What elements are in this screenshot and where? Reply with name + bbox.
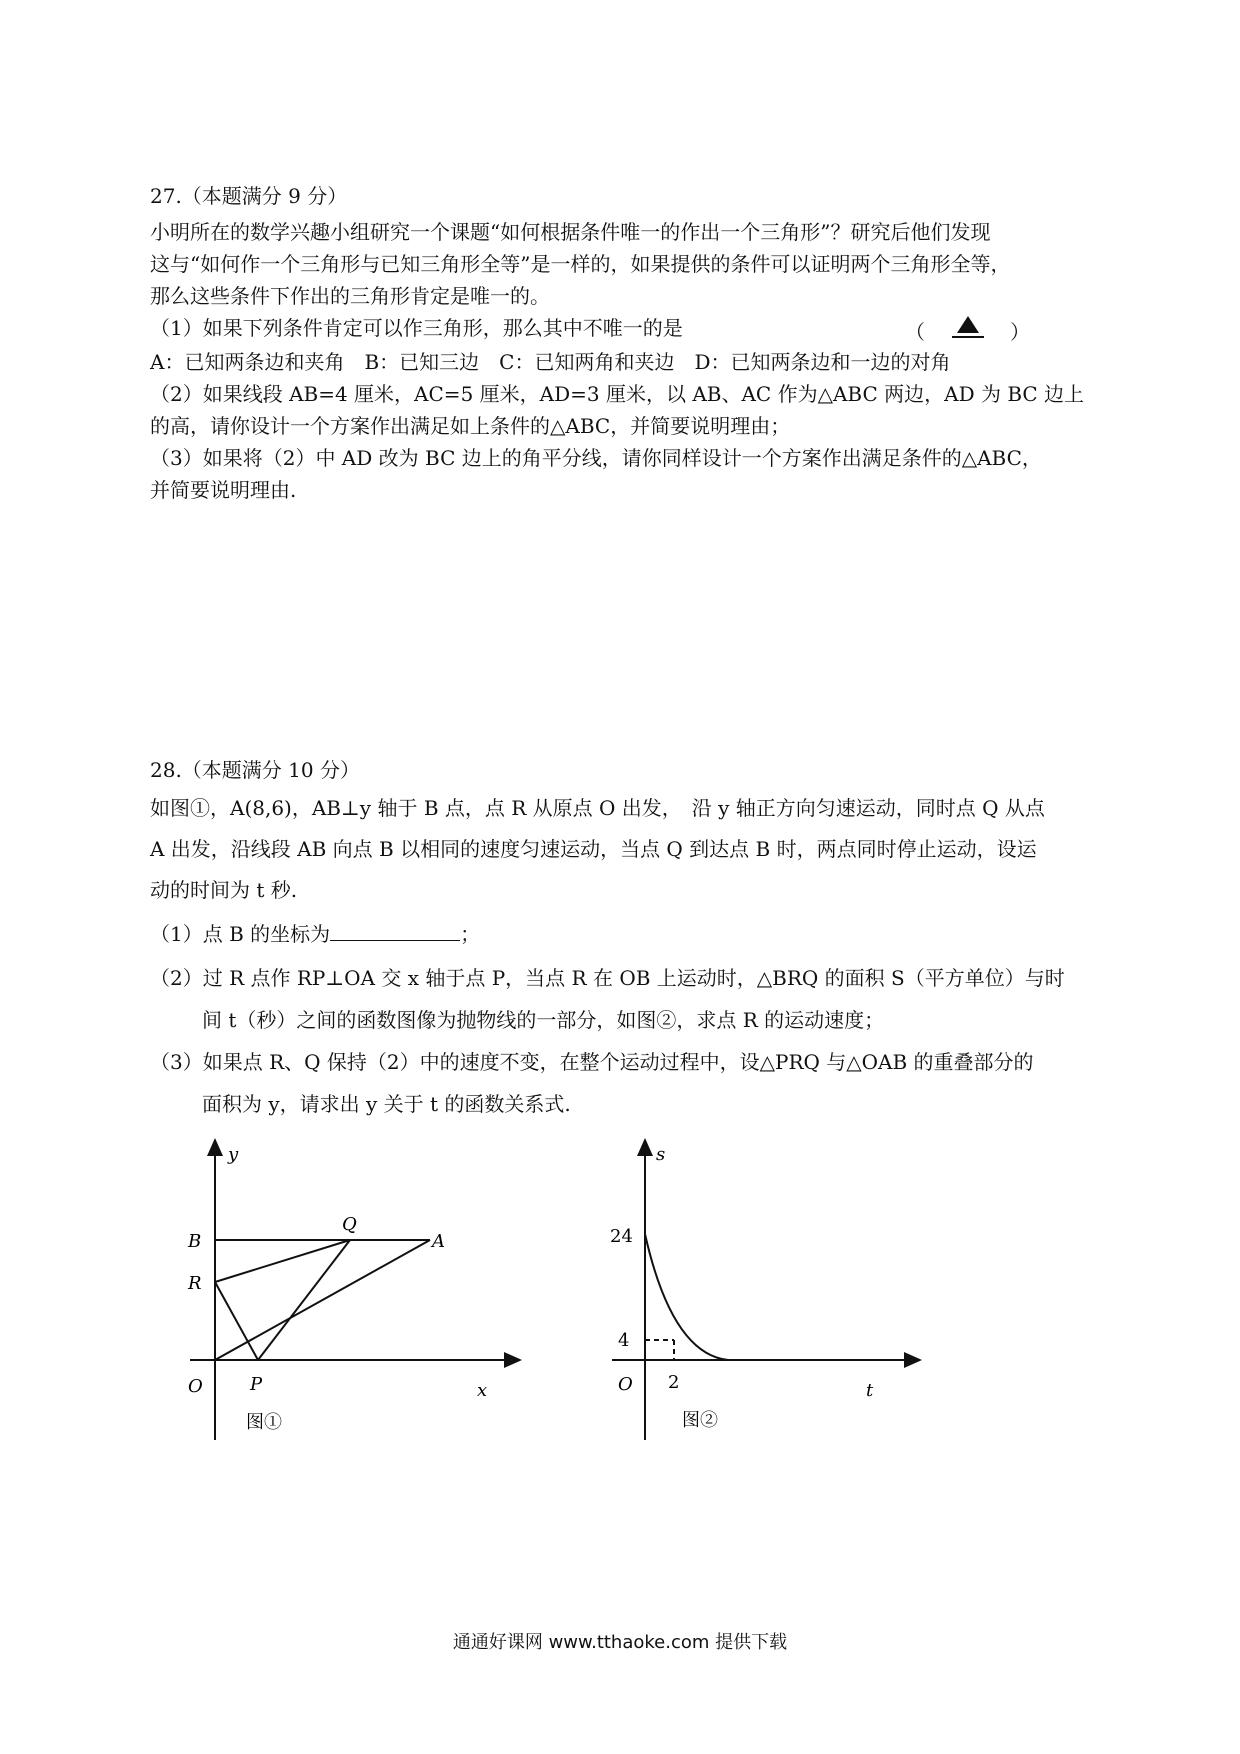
q27-part3-line1: （3）如果将（2）中 AD 改为 BC 边上的角平分线，请你同样设计一个方案作出满足条件的△ABC， — [150, 446, 1042, 470]
q28-part3-line2: 面积为 y，请求出 y 关于 t 的函数关系式. — [202, 1092, 571, 1116]
q27-intro-line3: 那么这些条件下作出的三角形肯定是唯一的。 — [150, 284, 550, 308]
fig1-caption: 图① — [246, 1412, 282, 1433]
fig2-parabola-curve — [645, 1234, 728, 1360]
q28-intro-line2: A 出发，沿线段 AB 向点 B 以相同的速度匀速运动，当点 Q 到达点 B 时，两点同时停止运动，设运 — [150, 837, 1037, 861]
fig2-caption: 图② — [682, 1410, 718, 1431]
fig1-label-Q: Q — [342, 1214, 357, 1235]
fig1-label-A: A — [432, 1231, 445, 1252]
q27-answer-paren-close: ） — [1010, 320, 1030, 344]
fig1-label-x: x — [477, 1380, 488, 1401]
q27-intro-line2: 这与“如何作一个三角形与已知三角形全等”是一样的，如果提供的条件可以证明两个三角形全等， — [150, 252, 1011, 276]
answer-blank — [330, 922, 460, 941]
fig2-label-2: 2 — [668, 1372, 680, 1393]
q28-header: 28.（本题满分 10 分） — [150, 758, 360, 782]
q28-part1-text: （1）点 B 的坐标为 — [150, 922, 331, 946]
fig2-label-t: t — [866, 1380, 874, 1401]
q28-part2-line2: 间 t（秒）之间的函数图像为抛物线的一部分，如图②，求点 R 的运动速度； — [202, 1008, 885, 1032]
q28-part3-line1: （3）如果点 R、Q 保持（2）中的速度不变，在整个运动过程中，设△PRQ 与△OAB 的重叠部分的 — [150, 1050, 1034, 1074]
q27-part1: （1）如果下列条件肯定可以作三角形，那么其中不唯一的是 — [150, 316, 683, 340]
q27-header: 27.（本题满分 9 分） — [150, 184, 348, 208]
q28-part1 — [150, 922, 480, 946]
fig1-label-P: P — [250, 1374, 263, 1395]
q28-part1-end: ； — [460, 922, 481, 946]
figure-1 — [170, 1130, 530, 1450]
triangle-marker-underline — [952, 336, 984, 338]
fig2-label-4: 4 — [618, 1330, 630, 1351]
q27-answer-paren-open: （ — [905, 320, 925, 344]
page-footer: 通通好课网 www.tthaoke.com 提供下载 — [452, 1632, 788, 1653]
fig1-label-O: O — [188, 1376, 203, 1397]
q28-intro-line1: 如图①，A(8,6)，AB⊥y 轴于 B 点，点 R 从原点 O 出发， 沿 y 轴正方向匀速运动，同时点 Q 从点 — [150, 796, 1045, 820]
q27-intro-line1: 小明所在的数学兴趣小组研究一个课题“如何根据条件唯一的作出一个三角形”？研究后他们发现 — [150, 220, 991, 244]
fig1-label-B: B — [188, 1231, 202, 1252]
fig1-label-R: R — [188, 1273, 202, 1294]
q28-intro-line3: 动的时间为 t 秒. — [150, 878, 298, 902]
figure-2 — [600, 1130, 930, 1450]
fig2-label-s: s — [656, 1144, 666, 1165]
triangle-marker-icon — [957, 316, 979, 333]
fig1-label-y: y — [228, 1144, 239, 1165]
fig1-segment-PQ — [258, 1240, 350, 1360]
fig2-label-24: 24 — [610, 1226, 633, 1247]
fig1-segment-RQ — [215, 1240, 350, 1282]
fig2-label-O: O — [618, 1374, 633, 1395]
q27-options: A：已知两条边和夹角 B：已知三边 C：已知两角和夹边 D：已知两条边和一边的对角 — [150, 350, 951, 374]
q27-part2-line2: 的高，请你设计一个方案作出满足如上条件的△ABC，并简要说明理由； — [150, 414, 791, 438]
q28-part2-line1: （2）过 R 点作 RP⊥OA 交 x 轴于点 P，当点 R 在 OB 上运动时，△BRQ 的面积 S（平方单位）与时 — [150, 966, 1065, 990]
q27-part2-line1: （2）如果线段 AB=4 厘米，AC=5 厘米，AD=3 厘米，以 AB、AC 作为△ABC 两边，AD 为 BC 边上 — [150, 382, 1085, 406]
q27-part3-line2: 并简要说明理由. — [150, 478, 297, 502]
